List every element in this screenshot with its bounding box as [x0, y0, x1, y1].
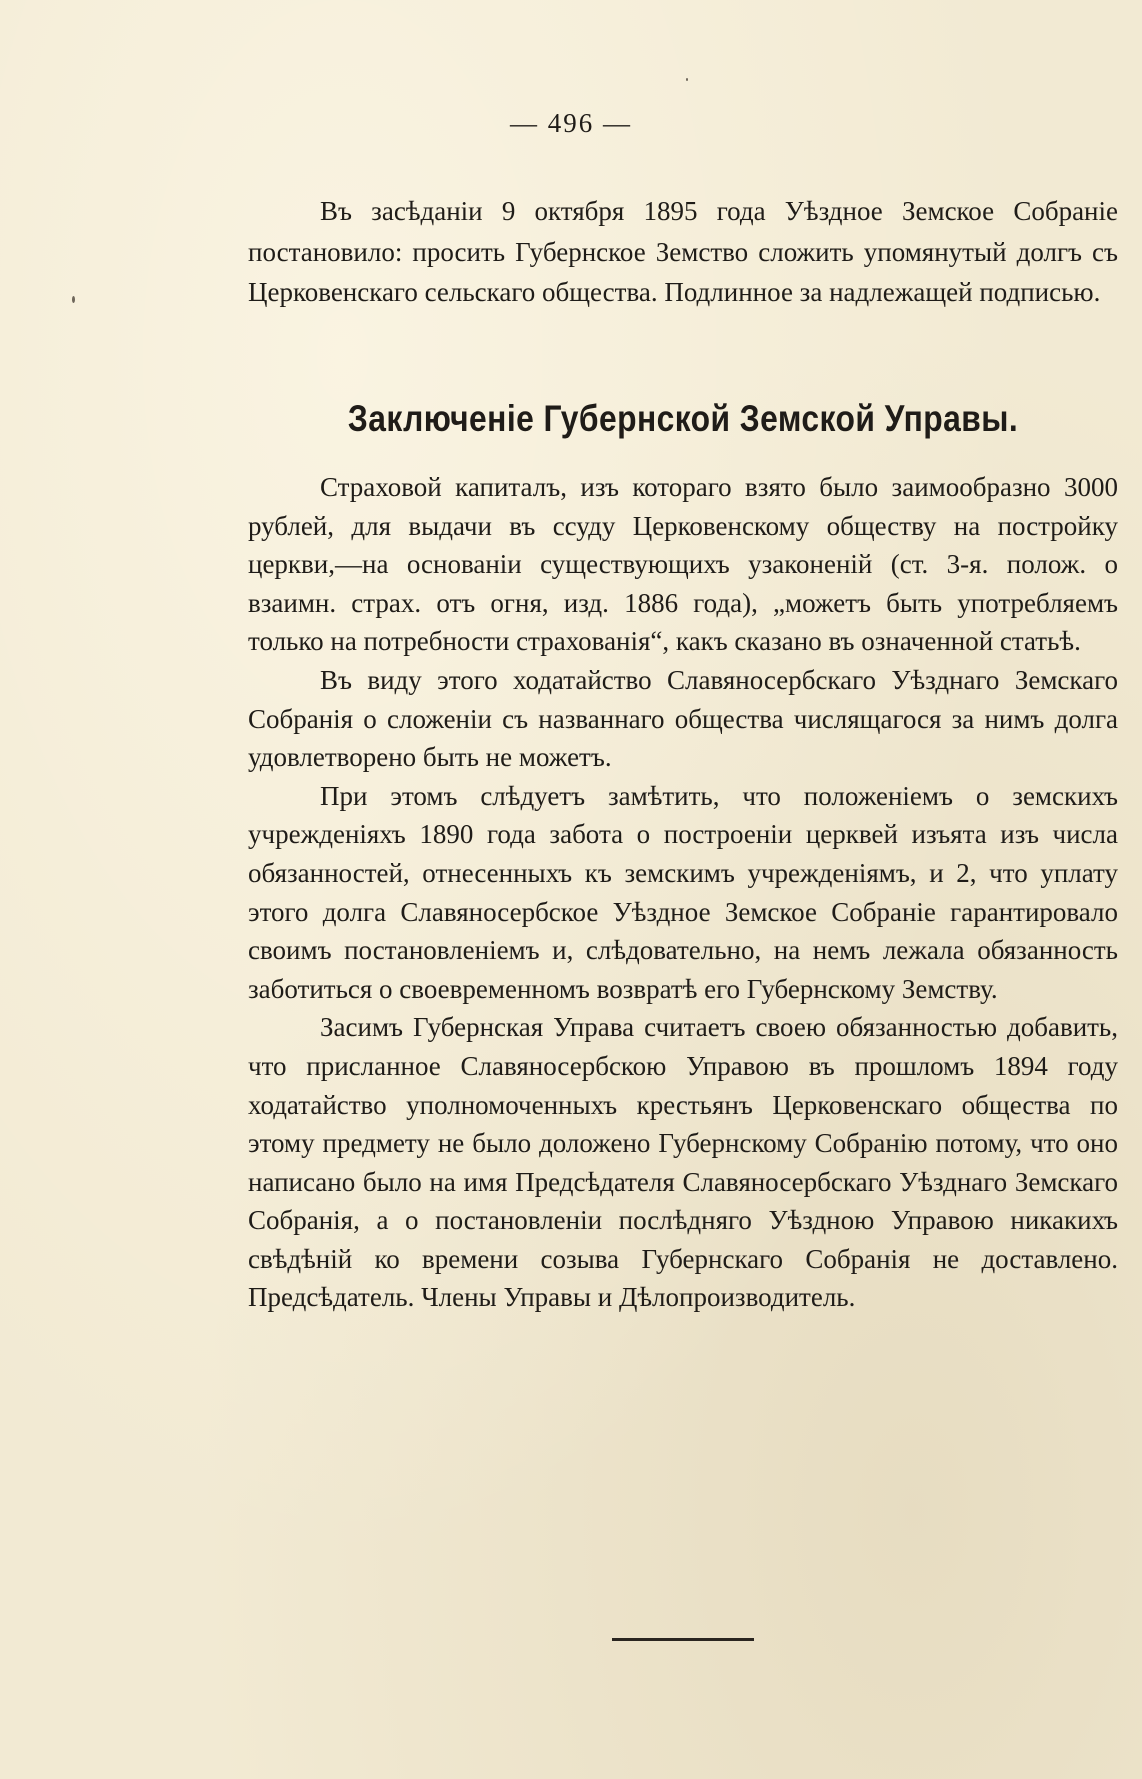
paragraph: Засимъ Губернская Управа считаетъ своею обязанностью добавить, что присланное Славяносербскою Управою въ прошломъ 1894 году ходатайство уполномоченныхъ крестьянъ Церковенскаго общества по этому предмету не было доложено Губернскому Собранію потому, что оно написано было на имя Предсѣдателя Славяносербскаго Уѣзднаго Земскаго Собранія, а о постановленіи послѣдняго Уѣздною Управою никакихъ свѣдѣній ко времени созыва Губернскаго Собранія не доставлено. Предсѣдатель. Члены Управы и Дѣлопроизводитель.	[248, 1012, 1118, 1313]
paper-speck	[686, 78, 688, 81]
paragraph: При этомъ слѣдуетъ замѣтить, что положеніемъ о земскихъ учрежденіяхъ 1890 года забота о построеніи церквей изъята изъ числа обязанностей, отнесенныхъ къ земскимъ учрежденіямъ, и 2, что уплату этого долга Славяносербское Уѣздное Земское Собраніе гарантировало своимъ постановленіемъ и, слѣдовательно, на немъ лежала обязанность заботиться о своевременномъ возвратѣ его Губернскому Земству.	[248, 780, 1118, 1004]
paper-speck	[72, 296, 75, 303]
main-text	[248, 468, 1118, 1317]
section-heading: Заключеніе Губернской Земской Управы.	[347, 398, 1019, 439]
page-number: — 496 —	[510, 108, 632, 138]
paragraph: Страховой капиталъ, изъ котораго взято было заимообразно 3000 рублей, для выдачи въ ссуду Церковенскому обществу на постройку церкви,—на основаніи существующихъ узаконеній (ст. 3-я. полож. о взаимн. страх. отъ огня, изд. 1886 года), „можетъ быть употребляемъ только на потребности страхованія“, какъ сказано въ означенной статьѣ.	[248, 472, 1118, 657]
paragraph: Въ засѣданіи 9 октября 1895 года Уѣздное Земское Собраніе постановило: просить Губернское Земство сложить упомянутый долгъ съ Церковенскаго сельскаго общества. Подлинное за надлежащей подписью.	[248, 196, 1118, 307]
paragraph: Въ виду этого ходатайство Славяносербскаго Уѣзднаго Земскаго Собранія о сложеніи съ названнаго общества числящагося за нимъ долга удовлетворено быть не можетъ.	[248, 664, 1118, 773]
end-rule	[612, 1638, 754, 1641]
intro-text	[248, 191, 1118, 313]
